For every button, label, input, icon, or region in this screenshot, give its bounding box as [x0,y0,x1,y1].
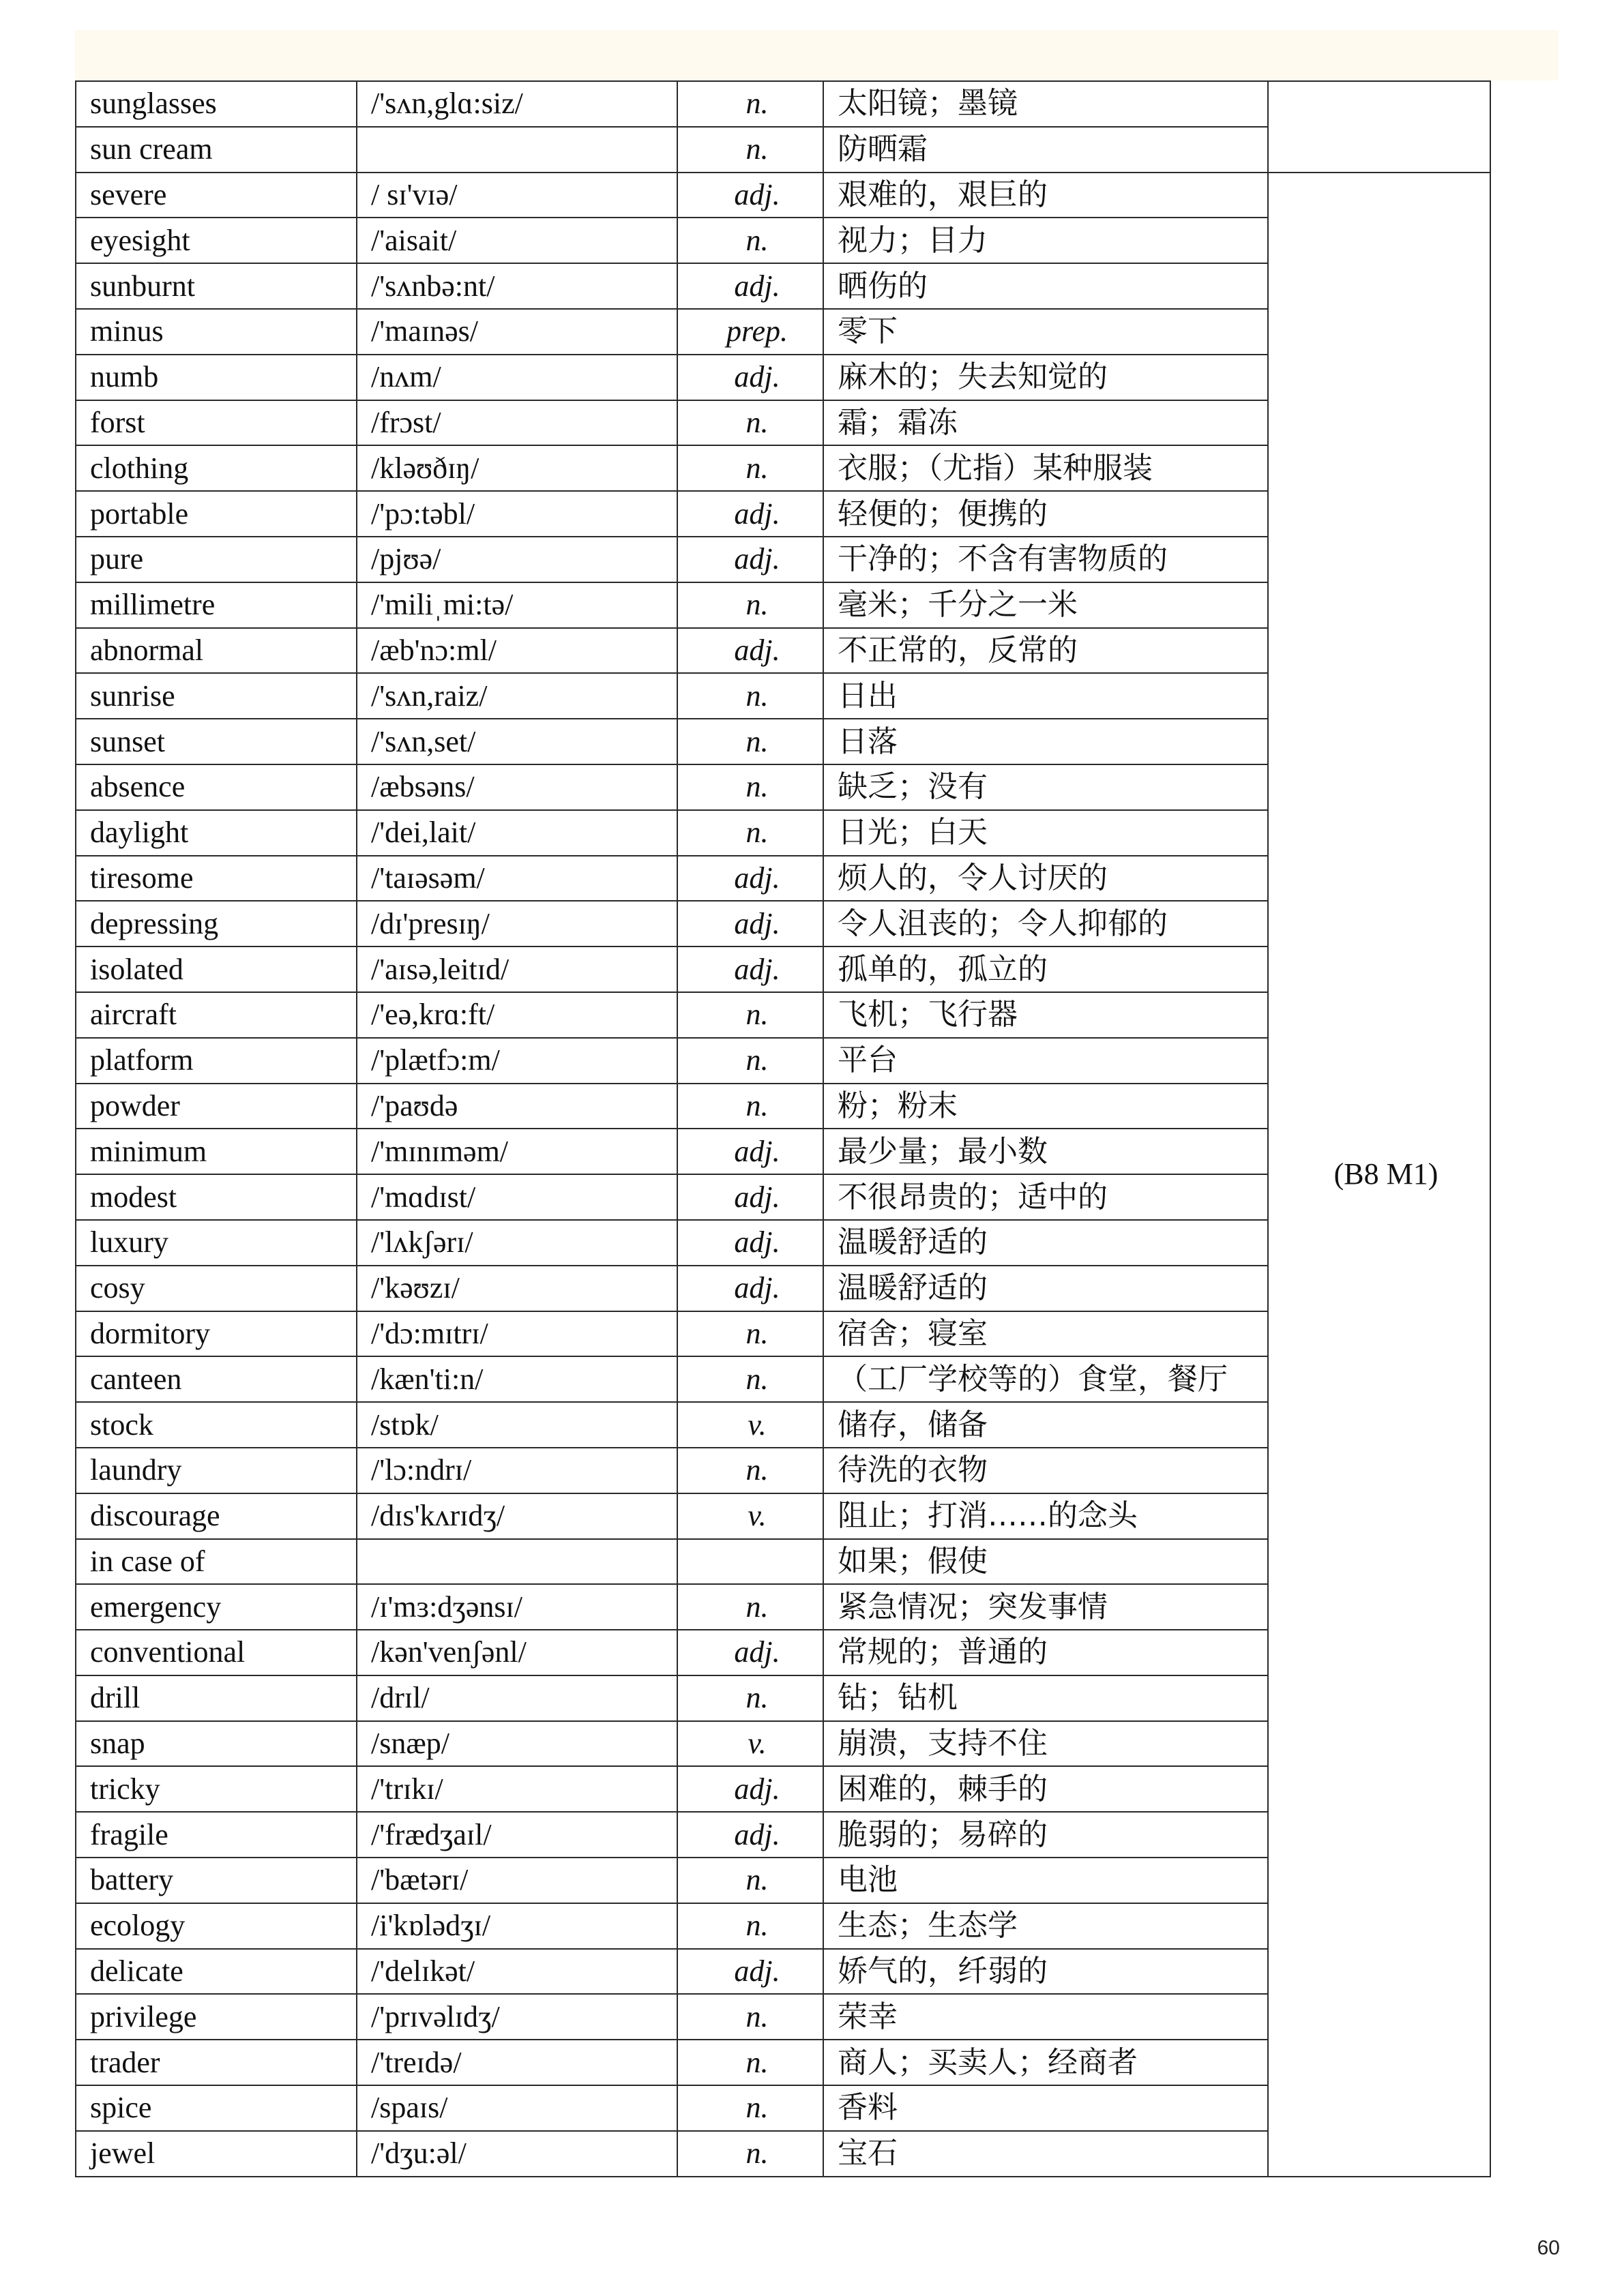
part-of-speech-cell: adj. [677,1630,823,1675]
definition-cell: 日落 [823,719,1268,764]
word-cell: aircraft [76,992,357,1038]
word-cell: luxury [76,1220,357,1266]
definition-cell: 香料 [823,2085,1268,2131]
part-of-speech-cell: n. [677,1356,823,1402]
part-of-speech-cell: adj. [677,1220,823,1266]
word-cell: snap [76,1721,357,1767]
definition-cell: 麻木的；失去知觉的 [823,355,1268,400]
definition-cell: 晒伤的 [823,263,1268,309]
phonetic-cell: /'eə,krɑ:ft/ [357,992,677,1038]
word-cell: conventional [76,1630,357,1675]
word-cell: in case of [76,1539,357,1585]
part-of-speech-cell: adj. [677,856,823,901]
phonetic-cell [357,127,677,173]
phonetic-cell: /i'kɒlədʒɪ/ [357,1903,677,1949]
definition-cell: 宝石 [823,2131,1268,2177]
part-of-speech-cell: adj. [677,263,823,309]
word-cell: millimetre [76,582,357,628]
part-of-speech-cell: n. [677,1858,823,1903]
definition-cell: 待洗的衣物 [823,1448,1268,1493]
definition-cell: 常规的；普通的 [823,1630,1268,1675]
definition-cell: 电池 [823,1858,1268,1903]
definition-cell: 孤单的，孤立的 [823,946,1268,992]
part-of-speech-cell: n. [677,1084,823,1129]
word-cell: sunset [76,719,357,764]
word-cell: privilege [76,1994,357,2040]
word-cell: pure [76,537,357,582]
part-of-speech-cell: n. [677,127,823,173]
definition-cell: 钻；钻机 [823,1675,1268,1721]
part-of-speech-cell: n. [677,2131,823,2177]
part-of-speech-cell: adj. [677,1129,823,1174]
definition-cell: 平台 [823,1038,1268,1084]
definition-cell: 不很昂贵的；适中的 [823,1174,1268,1220]
vocabulary-table [75,80,1491,2177]
word-cell: forst [76,400,357,446]
phonetic-cell: /'lɔ:ndrɪ/ [357,1448,677,1493]
word-cell: laundry [76,1448,357,1493]
part-of-speech-cell: v. [677,1721,823,1767]
phonetic-cell: /'miliˌmi:tə/ [357,582,677,628]
part-of-speech-cell: n. [677,810,823,856]
part-of-speech-cell: n. [677,1584,823,1630]
word-cell: powder [76,1084,357,1129]
phonetic-cell: /kən'venʃənl/ [357,1630,677,1675]
part-of-speech-cell: prep. [677,309,823,355]
word-cell: canteen [76,1356,357,1402]
phonetic-cell: /'sʌn,glɑ:siz/ [357,81,677,127]
phonetic-cell: /'maɪnəs/ [357,309,677,355]
phonetic-cell: /'pɔ:təbl/ [357,491,677,537]
word-cell: spice [76,2085,357,2131]
part-of-speech-cell: n. [677,992,823,1038]
phonetic-cell: /kləʊðɪŋ/ [357,445,677,491]
part-of-speech-cell: n. [677,1903,823,1949]
part-of-speech-cell [677,1539,823,1585]
phonetic-cell: /'frædʒaɪl/ [357,1812,677,1858]
phonetic-cell: /'taɪəsəm/ [357,856,677,901]
phonetic-cell: /'mɑdɪst/ [357,1174,677,1220]
definition-cell: （工厂学校等的）食堂，餐厅 [823,1356,1268,1402]
part-of-speech-cell: n. [677,1311,823,1357]
word-cell: sunglasses [76,81,357,127]
page-number: 60 [1537,2237,1560,2259]
part-of-speech-cell: n. [677,218,823,263]
word-cell: sun cream [76,127,357,173]
phonetic-cell: /'lʌkʃərɪ/ [357,1220,677,1266]
definition-cell: 崩溃，支持不住 [823,1721,1268,1767]
definition-cell: 荣幸 [823,1994,1268,2040]
part-of-speech-cell: v. [677,1402,823,1448]
phonetic-cell: /frɔst/ [357,400,677,446]
phonetic-cell: /ɪ'mɜ:dʒənsɪ/ [357,1584,677,1630]
phonetic-cell: /nʌm/ [357,355,677,400]
definition-cell: 不正常的，反常的 [823,628,1268,674]
definition-cell: 紧急情况；突发事情 [823,1584,1268,1630]
word-cell: drill [76,1675,357,1721]
part-of-speech-cell: n. [677,445,823,491]
phonetic-cell: /'dɔ:mɪtrɪ/ [357,1311,677,1357]
definition-cell: 储存，储备 [823,1402,1268,1448]
word-cell: eyesight [76,218,357,263]
definition-cell: 温暖舒适的 [823,1266,1268,1311]
phonetic-cell: /'prɪvəlɪdʒ/ [357,1994,677,2040]
word-cell: trader [76,2040,357,2085]
definition-cell: 粉；粉末 [823,1084,1268,1129]
word-cell: sunburnt [76,263,357,309]
phonetic-cell: /'treɪdə/ [357,2040,677,2085]
definition-cell: 太阳镜；墨镜 [823,81,1268,127]
definition-cell: 霜；霜冻 [823,400,1268,446]
phonetic-cell: /dɪ'presɪŋ/ [357,901,677,946]
phonetic-cell: /'sʌn,raiz/ [357,673,677,719]
definition-cell: 视力；目力 [823,218,1268,263]
part-of-speech-cell: n. [677,1448,823,1493]
definition-cell: 令人沮丧的；令人抑郁的 [823,901,1268,946]
word-cell: dormitory [76,1311,357,1357]
part-of-speech-cell: adj. [677,173,823,218]
word-cell: depressing [76,901,357,946]
part-of-speech-cell: adj. [677,1949,823,1995]
definition-cell: 商人；买卖人；经商者 [823,2040,1268,2085]
word-cell: tricky [76,1766,357,1812]
phonetic-cell: /'kəʊzɪ/ [357,1266,677,1311]
part-of-speech-cell: adj. [677,1174,823,1220]
phonetic-cell: /æb'nɔ:ml/ [357,628,677,674]
definition-cell: 毫米；千分之一米 [823,582,1268,628]
definition-cell: 娇气的，纤弱的 [823,1949,1268,1995]
word-cell: numb [76,355,357,400]
word-cell: minimum [76,1129,357,1174]
phonetic-cell: /'delɪkət/ [357,1949,677,1995]
definition-cell: 烦人的，令人讨厌的 [823,856,1268,901]
definition-cell: 宿舍；寝室 [823,1311,1268,1357]
part-of-speech-cell: n. [677,1038,823,1084]
phonetic-cell: /'trɪkɪ/ [357,1766,677,1812]
phonetic-cell: /'mɪnɪməm/ [357,1129,677,1174]
word-cell: modest [76,1174,357,1220]
phonetic-cell: / sɪ'vɪə/ [357,173,677,218]
table-row [76,81,1490,127]
definition-cell: 生态；生态学 [823,1903,1268,1949]
phonetic-cell: /pjʊə/ [357,537,677,582]
part-of-speech-cell: adj. [677,901,823,946]
phonetic-cell: /'sʌnbə:nt/ [357,263,677,309]
phonetic-cell: /stɒk/ [357,1402,677,1448]
word-cell: emergency [76,1584,357,1630]
phonetic-cell: /'sʌn,set/ [357,719,677,764]
part-of-speech-cell: v. [677,1493,823,1539]
part-of-speech-cell: n. [677,1994,823,2040]
definition-cell: 轻便的；便携的 [823,491,1268,537]
part-of-speech-cell: adj. [677,1766,823,1812]
definition-cell: 防晒霜 [823,127,1268,173]
word-cell: clothing [76,445,357,491]
definition-cell: 衣服；（尤指）某种服装 [823,445,1268,491]
definition-cell: 飞机；飞行器 [823,992,1268,1038]
word-cell: platform [76,1038,357,1084]
part-of-speech-cell: n. [677,719,823,764]
part-of-speech-cell: n. [677,764,823,810]
phonetic-cell: /'aɪsə,leitɪd/ [357,946,677,992]
word-cell: abnormal [76,628,357,674]
phonetic-cell: /'plætfɔ:m/ [357,1038,677,1084]
word-cell: jewel [76,2131,357,2177]
word-cell: isolated [76,946,357,992]
part-of-speech-cell: n. [677,1675,823,1721]
phonetic-cell: /'dʒu:əl/ [357,2131,677,2177]
part-of-speech-cell: adj. [677,1812,823,1858]
definition-cell: 困难的，棘手的 [823,1766,1268,1812]
word-cell: absence [76,764,357,810]
part-of-speech-cell: n. [677,582,823,628]
definition-cell: 艰难的，艰巨的 [823,173,1268,218]
header-band [75,30,1559,80]
part-of-speech-cell: n. [677,2085,823,2131]
phonetic-cell: /'bætərɪ/ [357,1858,677,1903]
definition-cell: 干净的；不含有害物质的 [823,537,1268,582]
word-cell: minus [76,309,357,355]
part-of-speech-cell: n. [677,81,823,127]
definition-cell: 最少量；最小数 [823,1129,1268,1174]
definition-cell: 日光；白天 [823,810,1268,856]
phonetic-cell: /'aisait/ [357,218,677,263]
definition-cell: 如果；假使 [823,1539,1268,1585]
unit-label-cell: (B8 M1) [1268,173,1490,2177]
word-cell: portable [76,491,357,537]
part-of-speech-cell: adj. [677,628,823,674]
definition-cell: 温暖舒适的 [823,1220,1268,1266]
phonetic-cell: /snæp/ [357,1721,677,1767]
word-cell: delicate [76,1949,357,1995]
definition-cell: 脆弱的；易碎的 [823,1812,1268,1858]
word-cell: severe [76,173,357,218]
definition-cell: 零下 [823,309,1268,355]
part-of-speech-cell: adj. [677,491,823,537]
definition-cell: 阻止；打消……的念头 [823,1493,1268,1539]
phonetic-cell: /'paʊdə [357,1084,677,1129]
part-of-speech-cell: n. [677,673,823,719]
word-cell: battery [76,1858,357,1903]
phonetic-cell: /drɪl/ [357,1675,677,1721]
unit-label-cell-empty [1268,81,1490,173]
word-cell: cosy [76,1266,357,1311]
phonetic-cell: /kæn'ti:n/ [357,1356,677,1402]
definition-cell: 缺乏；没有 [823,764,1268,810]
phonetic-cell: /æbsəns/ [357,764,677,810]
phonetic-cell: /spaɪs/ [357,2085,677,2131]
word-cell: discourage [76,1493,357,1539]
phonetic-cell: /'dei,lait/ [357,810,677,856]
word-cell: daylight [76,810,357,856]
phonetic-cell [357,1539,677,1585]
part-of-speech-cell: adj. [677,1266,823,1311]
table-row [76,173,1490,218]
phonetic-cell: /dɪs'kʌrɪdʒ/ [357,1493,677,1539]
word-cell: tiresome [76,856,357,901]
part-of-speech-cell: adj. [677,355,823,400]
part-of-speech-cell: adj. [677,946,823,992]
word-cell: fragile [76,1812,357,1858]
part-of-speech-cell: adj. [677,537,823,582]
word-cell: stock [76,1402,357,1448]
part-of-speech-cell: n. [677,400,823,446]
word-cell: sunrise [76,673,357,719]
word-cell: ecology [76,1903,357,1949]
definition-cell: 日出 [823,673,1268,719]
vocabulary-table-body [76,81,1490,2177]
part-of-speech-cell: n. [677,2040,823,2085]
